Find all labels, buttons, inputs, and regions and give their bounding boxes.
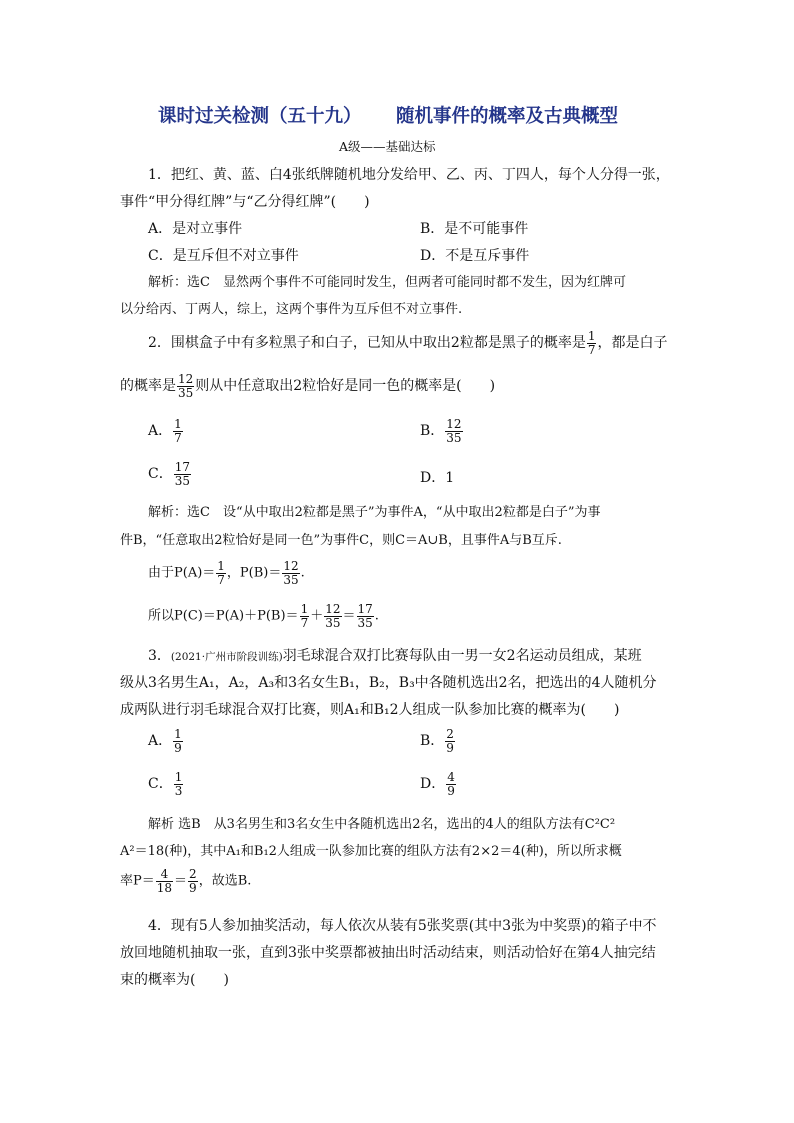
q2-line1-text: 2．围棋盒子中有多粒黑子和白子，已知从中取出2粒都是黑子的概率是 [148, 335, 586, 352]
denominator: 7 [300, 615, 309, 630]
denominator: 9 [447, 783, 455, 798]
denominator: 7 [174, 430, 182, 445]
denominator: 9 [174, 740, 182, 755]
fraction [324, 603, 341, 629]
option-label: C． [148, 466, 173, 483]
option-label: D． [420, 776, 446, 793]
numerator: 1 [300, 602, 309, 616]
q1-option-c: C．是互斥但不对立事件 [148, 248, 299, 264]
q1-option-d: D．不是互斥事件 [420, 248, 530, 264]
q2-solution-line3 [148, 560, 305, 586]
fraction [156, 868, 173, 894]
q2-line2 [120, 373, 495, 399]
page-title-left: 课时过关检测（五十九） [158, 106, 362, 127]
numerator: 4 [447, 770, 455, 784]
numerator: 2 [446, 727, 454, 741]
q2-option-c [148, 461, 192, 487]
source-note: (2021·广州市阶段训练) [170, 651, 283, 663]
denominator: 35 [174, 473, 190, 488]
q2-line2-start: 的概率是 [120, 378, 176, 395]
fraction [174, 461, 191, 487]
fraction [173, 728, 183, 754]
text: 羽毛球混合双打比赛每队由一男一女2名运动员组成，某班 [282, 648, 642, 664]
denominator: 35 [446, 430, 462, 445]
text: 率P＝ [120, 873, 155, 889]
numerator: 12 [283, 559, 299, 573]
numerator: 12 [446, 417, 462, 431]
q2-solution-line4 [148, 603, 379, 629]
q3-solution-line2: A²＝18(种)，其中A₁和B₁2人组成一队参加比赛的组队方法有2×2＝4(种)，所以所求概 [120, 844, 622, 859]
q4-line2: 放回地随机抽取一张，直到3张中奖票都被抽出时活动结束，则活动恰好在第4人抽完结 [120, 945, 656, 961]
option-label: C． [148, 776, 173, 793]
q2-line2-end: 则从中任意取出2粒恰好是同一色的概率是( ) [195, 378, 496, 395]
fraction [173, 418, 183, 444]
option-label: A． [148, 733, 173, 750]
fraction [445, 728, 455, 754]
q3-option-b [420, 728, 456, 754]
q3-option-d [420, 771, 457, 797]
q1-line2: 事件“甲分得红牌”与“乙分得红牌”( ) [120, 194, 370, 210]
q4-line1: 4．现有5人参加抽奖活动，每人依次从装有5张奖票(其中3张为中奖票)的箱子中不 [148, 918, 657, 934]
q2-solution-line1: 解析：选C 设“从中取出2粒都是黑子”为事件A，“从中取出2粒都是白子”为事 [148, 505, 601, 520]
fraction [188, 868, 198, 894]
q3-line3: 成两队进行羽毛球混合双打比赛，则A₁和B₁2人组成一队参加比赛的概率为( ) [120, 702, 620, 718]
q1-line1: 1．把红、黄、蓝、白4张纸牌随机地分发给甲、乙、丙、丁四人，每个人分得一张， [148, 167, 670, 183]
numerator: 12 [325, 602, 341, 616]
q2-option-d: D．1 [420, 470, 455, 486]
fraction [446, 771, 456, 797]
numerator: 2 [189, 867, 197, 881]
q2-option-a [148, 418, 184, 444]
denominator: 9 [189, 880, 197, 895]
option-label: B． [420, 423, 445, 440]
numerator: 1 [174, 770, 183, 784]
q2-line1-end: ，都是白子 [597, 335, 668, 352]
denominator: 35 [178, 385, 194, 400]
q3-line1 [148, 649, 642, 663]
q2-solution-line2: 件B，“任意取出2粒恰好是同一色”为事件C，则C＝A∪B，且事件A与B互斥. [120, 533, 562, 548]
q3-line2: 级从3名男生A₁，A₂，A₃和3名女生B₁，B₂，B₃中各随机选出2名，把选出的4人随机分 [120, 675, 657, 691]
text: . [300, 565, 305, 581]
q1-solution-line2: 以分给丙、丁两人，综上，这两个事件为互斥但不对立事件. [120, 302, 463, 317]
fraction [177, 373, 194, 399]
fraction [216, 560, 226, 586]
denominator: 35 [357, 615, 373, 630]
text: ，故选B. [198, 873, 252, 889]
fraction [282, 560, 299, 586]
page-title-right: 随机事件的概率及古典概型 [396, 106, 619, 127]
fraction [174, 771, 184, 797]
text: ，P(B)＝ [226, 565, 282, 581]
denominator: 35 [283, 572, 299, 587]
option-label: A． [148, 423, 173, 440]
q1-option-b: B．是不可能事件 [420, 221, 529, 237]
numerator: 1 [174, 417, 182, 431]
numerator: 1 [217, 559, 225, 573]
text: ＝ [342, 608, 356, 624]
fraction [357, 603, 374, 629]
option-label: B． [420, 733, 445, 750]
denominator: 7 [217, 572, 225, 587]
denominator: 9 [446, 740, 454, 755]
q4-line3: 束的概率为( ) [120, 972, 229, 988]
q3-solution-line3 [120, 868, 251, 894]
text: . [374, 608, 379, 624]
q2-line1 [148, 330, 667, 356]
q3-option-a [148, 728, 184, 754]
denominator: 35 [325, 615, 341, 630]
question-number: 3． [148, 648, 171, 664]
numerator: 4 [156, 868, 173, 882]
numerator: 17 [174, 460, 190, 474]
numerator: 1 [174, 727, 182, 741]
q3-solution-line1: 解析 选B 从3名男生和3名女生中各随机选出2名，选出的4人的组队方法有C²C² [148, 817, 616, 832]
numerator: 12 [178, 372, 194, 386]
q3-option-c [148, 771, 184, 797]
q1-option-a: A．是对立事件 [148, 221, 243, 237]
q2-option-b [420, 418, 464, 444]
text: ＝ [174, 873, 188, 889]
text: 由于P(A)＝ [148, 565, 216, 581]
q1-solution-line1: 解析：选C 显然两个事件不可能同时发生，但两者可能同时都不发生，因为红牌可 [148, 275, 626, 290]
section-heading: A级——基础达标 [339, 139, 436, 154]
text: 所以P(C)＝P(A)＋P(B)＝ [148, 608, 299, 624]
denominator: 7 [587, 342, 596, 357]
fraction [300, 603, 310, 629]
denominator: 3 [174, 783, 183, 798]
fraction [587, 330, 597, 356]
fraction [445, 418, 462, 444]
numerator: 1 [587, 329, 596, 343]
numerator: 17 [357, 602, 373, 616]
text: ＋ [310, 608, 324, 624]
denominator: 18 [156, 880, 173, 895]
